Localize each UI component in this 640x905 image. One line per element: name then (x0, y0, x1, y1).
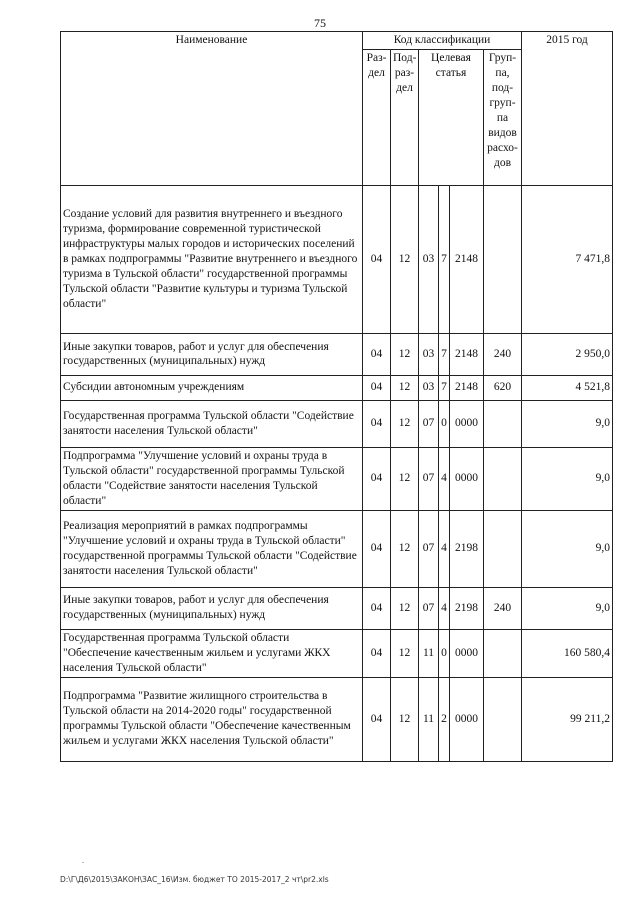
row-subsection: 12 (391, 185, 419, 333)
row-section: 04 (363, 677, 391, 761)
row-target-direction: 2148 (450, 185, 484, 333)
row-target-subprogram: 4 (439, 510, 450, 587)
table-row (61, 447, 613, 510)
row-amount: 2 950,0 (522, 333, 613, 375)
row-expense-group: 240 (484, 587, 522, 629)
row-amount: 7 471,8 (522, 185, 613, 333)
row-target-subprogram: 0 (439, 400, 450, 447)
row-subsection: 12 (391, 333, 419, 375)
table-row (61, 510, 613, 587)
row-name: Субсидии автономным учреждениям (61, 375, 363, 400)
row-section: 04 (363, 587, 391, 629)
row-amount: 9,0 (522, 400, 613, 447)
row-target-program: 11 (419, 629, 439, 677)
row-subsection: 12 (391, 510, 419, 587)
header-classification: Код классификации (363, 32, 522, 50)
row-expense-group (484, 677, 522, 761)
row-target-direction: 2198 (450, 587, 484, 629)
row-section: 04 (363, 400, 391, 447)
row-target-direction: 2148 (450, 333, 484, 375)
header-expense-group: Груп- па, под- груп- па видов расхо- дов (484, 49, 522, 185)
row-name: Государственная программа Тульской области "Содействие занятости населения Тульской области" (61, 400, 363, 447)
row-subsection: 12 (391, 677, 419, 761)
row-target-subprogram: 7 (439, 185, 450, 333)
row-section: 04 (363, 447, 391, 510)
row-subsection: 12 (391, 629, 419, 677)
row-target-subprogram: 2 (439, 677, 450, 761)
row-target-direction: 2148 (450, 375, 484, 400)
row-name: Иные закупки товаров, работ и услуг для обеспечения государственных (муниципальных) нужд (61, 333, 363, 375)
row-target-subprogram: 4 (439, 587, 450, 629)
row-section: 04 (363, 185, 391, 333)
header-section: Раз- дел (363, 49, 391, 185)
row-target-program: 07 (419, 587, 439, 629)
row-target-program: 03 (419, 333, 439, 375)
row-section: 04 (363, 510, 391, 587)
row-target-program: 07 (419, 510, 439, 587)
row-name: Государственная программа Тульской области "Обеспечение качественным жильем и услугами ЖКХ населения Тульской области" (61, 629, 363, 677)
row-expense-group (484, 400, 522, 447)
header-target: Целевая статья (419, 49, 484, 185)
table-row (61, 587, 613, 629)
row-amount: 160 580,4 (522, 629, 613, 677)
page-number: 75 (314, 16, 326, 30)
table-row (61, 333, 613, 375)
row-target-program: 03 (419, 185, 439, 333)
row-section: 04 (363, 333, 391, 375)
row-expense-group (484, 510, 522, 587)
row-target-program: 11 (419, 677, 439, 761)
row-target-program: 07 (419, 400, 439, 447)
row-target-direction: 0000 (450, 677, 484, 761)
row-target-direction: 0000 (450, 400, 484, 447)
row-section: 04 (363, 375, 391, 400)
row-name: Реализация мероприятий в рамках подпрограммы "Улучшение условий и охраны труда в Тульской области" государственной программы Тульской области "Содействие занятости населения Тульской области" (61, 510, 363, 587)
header-year: 2015 год (522, 32, 613, 186)
row-amount: 9,0 (522, 587, 613, 629)
row-subsection: 12 (391, 400, 419, 447)
row-target-direction: 0000 (450, 447, 484, 510)
row-target-subprogram: 7 (439, 333, 450, 375)
row-expense-group (484, 185, 522, 333)
row-subsection: 12 (391, 587, 419, 629)
row-name: Иные закупки товаров, работ и услуг для обеспечения государственных (муниципальных) нужд (61, 587, 363, 629)
row-target-direction: 2198 (450, 510, 484, 587)
table-row (61, 677, 613, 761)
table-row (61, 629, 613, 677)
row-expense-group: 620 (484, 375, 522, 400)
row-expense-group (484, 447, 522, 510)
row-name: Создание условий для развития внутреннего и въездного туризма, формирование современной туристической инфраструктуры малых городов и исторических поселений в рамках подпрограммы "Развитие внутреннего и въездного туризма в Тульской области" государственной программы Тульской области "Развитие культуры и туризма Тульской области" (61, 185, 363, 333)
footer-mark: . (82, 856, 84, 865)
row-subsection: 12 (391, 375, 419, 400)
row-target-direction: 0000 (450, 629, 484, 677)
file-path-footer: D:\Г\Д6\2015\ЗАКОН\ЗАС_16\Изм. бюджет ТО 2015-2017_2 чт\pr2.xls (60, 875, 329, 884)
row-name: Подпрограмма "Развитие жилищного строительства в Тульской области на 2014-2020 годы" государственной программы Тульской области "Обеспечение качественным жильем и услугами ЖКХ населения Тульской области" (61, 677, 363, 761)
budget-table (60, 31, 613, 762)
row-expense-group (484, 629, 522, 677)
row-target-subprogram: 4 (439, 447, 450, 510)
row-amount: 4 521,8 (522, 375, 613, 400)
table-row (61, 375, 613, 400)
row-amount: 9,0 (522, 447, 613, 510)
table-row (61, 185, 613, 333)
row-target-program: 07 (419, 447, 439, 510)
table-row (61, 400, 613, 447)
row-target-subprogram: 0 (439, 629, 450, 677)
header-subsection: Под- раз- дел (391, 49, 419, 185)
row-section: 04 (363, 629, 391, 677)
header-name: Наименование (61, 32, 363, 186)
row-target-subprogram: 7 (439, 375, 450, 400)
row-amount: 99 211,2 (522, 677, 613, 761)
row-amount: 9,0 (522, 510, 613, 587)
row-name: Подпрограмма "Улучшение условий и охраны труда в Тульской области" государственной программы Тульской области "Содействие занятости населения Тульской области" (61, 447, 363, 510)
row-expense-group: 240 (484, 333, 522, 375)
row-subsection: 12 (391, 447, 419, 510)
row-target-program: 03 (419, 375, 439, 400)
